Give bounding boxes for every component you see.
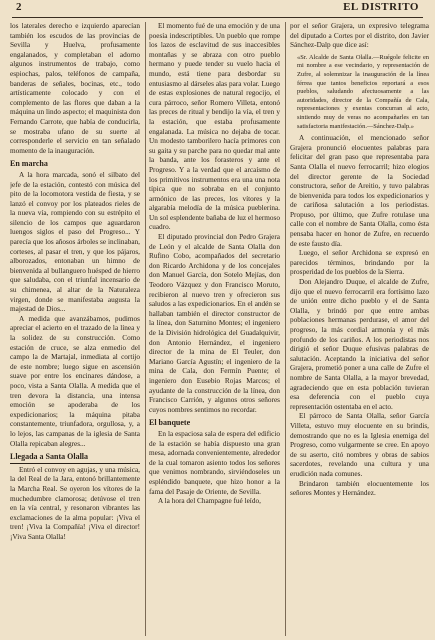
column-divider bbox=[285, 22, 286, 636]
paragraph: A continuación, el mencionado señor Grajera pronunció elocuentes palabras para felicitar del gran paso que representaba para Santa Olalla el nuevo ferrocarril; hizo elogios del director gerente de la Sociedad constructora, señor de Areitio, y tuvo palabras de bienvenida para todos los expedicionarios y de cariñosa salutación a los periodistas. Propuso, por último, que Zufre rotulase una calle con el nombre de Santa Olalla, como ésta pensaba hacer en honor de Zufre, en recuerdo de este fausto día. bbox=[290, 134, 429, 248]
page-header bbox=[12, 0, 423, 18]
column-1 bbox=[10, 22, 140, 636]
paragraph: El diputado provincial don Pedro Grajera de León y el alcalde de Santa Olalla don Rufino Cobo, acompañados del secretario don Ricardo Archidona y de los concejales don Manuel García, don Sotelo Mejías, don Teodoro Vázquez y don Francisco Moruto, recibieron al nuevo tren y ofrecieron sus saludos a las expedicionarios. En el andén se hallaban también el director constructor de la línea, don Saturnino Montes; el ingeniero de la División hidrológica del Guadalquivir, don Antonio Hernández, el ingeniero director de la mina de El Teuler, don Mariano García Agustín; el ingeniero de la mina de Cala, don Fermín Puente; el ingeniero don Eusebio Rojas Marcos; el ayudante de la construcción de la línea, don Francisco Carrión, y algunos otros señores cuyos nombres sentimos no recordar. bbox=[149, 233, 280, 414]
paragraph: A la hora del Champagne fué leído, bbox=[158, 497, 261, 506]
section-heading: En marcha bbox=[10, 159, 48, 169]
column-divider bbox=[145, 22, 146, 636]
paragraph: por el señor Grajera, un expresivo telegrama del diputado a Cortes por el distrito, don Javier Sánchez-Dalp que dice así: bbox=[290, 22, 429, 50]
column-2 bbox=[149, 22, 280, 636]
section-heading: El banquete bbox=[149, 418, 191, 428]
paragraph: El momento fué de una emoción y de una poesía indescriptibles. Un pueblo que rompe los lazos de esclavitud de sus inaccesibles montañas y se abraza con otro pueblo hermano y puede tender su vuelo hacia el mundo, está tiene para desbordar su entusiasmo al dárseles alas para volar. Luego de estas explosiones de natural regocijo, el cura párroco, señor Romero Villeta, entonó las preces de ritual y bendijo la vía, el tren y la estación, que estaba profusamente engalanada. La música no dejaba de tocar. Un modesto tamborilero hacía primores con su gaita y su parche para no quedar mal ante la banda, ante los forasteros y ante el Progreso. Y a la verdad que el arcaísmo de los primitivos instrumentos era una una nota típica que no sobraba en el conjunto armónico de las preces, los vítores y la algarabía melodía de la música pueblerina. Un sol esplendente bañaba de luz el hermoso cuadro. bbox=[149, 22, 280, 232]
paragraph: Brindaron también elocuentemente los señores Montes y Hernández. bbox=[290, 479, 429, 498]
column-3 bbox=[290, 22, 429, 636]
paragraph: A la hora marcada, sonó el silbato del jefe de la estación, contestó con música del pito de la locomotora vestida de fiesta, y se lanzó el convoy por los plateados rieles de la nueva vía, rompiendo con su estrépito el silencio de los campos que aguardaron luengos siglos el paso del Progreso... Y parecía que los añosos árboles se inclinaban, corteses, al pasar el tren, y que los pájaros, alborozados, entonaban un himno de bienvenida al bullanguero huésped de hierro que saludaba, con el triunfal incensario de su chimenea, al altar de la Naturaleza virgen, donde se manifestaba augusta la majestad de Dios... bbox=[10, 170, 140, 314]
article-columns bbox=[10, 22, 429, 636]
paragraph: Entró el convoy en agujas, y una música, la del Real de la Jara, entonó brillantemente la Marcha Real. Se oyeron los vítores de la muchedumbre clamorosa; detúvose el tren en la vía central, y resonaron vibrantes las exclamaciones de la alma popular: ¡Viva el tren! ¡Viva la Compañía! ¡Viva el director! ¡Viva Santa Olalla! bbox=[10, 465, 140, 541]
paragraph: Don Alejandro Duque, el alcalde de Zufre, dijo que el nuevo ferrocarril era fortísimo lazo de unión entre dicho pueblo y el de Santa Olalla, y brindó por que entre ambas poblaciones hermanas perdurase, el amor del progreso, la más cordial armonía y el más profundo de los cariños. A los periodistas nos dirigió el señor Duque efusivas palabras de salutación. Aceptando la iniciativa del señor Grajera, prometió poner a una calle de Zufre el nombre de Santa Olalla, a la mayor brevedad, agradeciendo que en esta población tuvieran esa deferencia con el pueblo cuya representación ostentaba en el acto. bbox=[290, 278, 429, 411]
paragraph: los laterales derecho e izquierdo aparecían también los escudos de las provincias de Sevilla y Huelva, profusamente engalanados, y completaban el adorno algunos instrumentos de trabajo, como espiochas, palos, teléfonos de campaña, banderas de señales, bocinas, etc., todo artísticamente colocado y con el complemento de las flores que daban a la máquina un lindo aspecto; el maquinista don Fernando Carrote, que había de conducirla, se mostraba ufano de su suerte al corresponderle el servicio en tan señalado momento de la inauguración. bbox=[10, 22, 140, 155]
section-heading-text: Llegada a Santa Olalla bbox=[10, 452, 140, 464]
section-heading bbox=[10, 452, 140, 464]
paragraph: Luego, el señor Archidona se expresó en parecidos términos, brindando por la prosperidad de los pueblos de la Sierra. bbox=[290, 249, 429, 277]
paragraph: A medida que avanzábamos, pudimos apreciar el acierto en el trazado de la línea y la solidez de su construcción. Como estación de cruce, se alza enmedio del campo la de Martajal, inmediata al cortijo de este nombre; luego sigue en ascensión suave por entre los encinares dándose, a poco, vista a Santa Olalla. A medida que el tren devora la distancia, una intensa emoción se apoderaba de los expedicionarios; la máquina pitaba constantemente, triunfadora, orgullosa, y, a lo lejos, las campanas de la iglesia de Santa Olalla repicaban alegres... bbox=[10, 314, 140, 448]
telegram-quote: «Sr. Alcalde de Santa Olalla.—Ruégole felicite en mi nombre a ese vecindario, y representación de Zufre, al solemnizar la inauguración de la línea férrea que tantos beneficios reportará a esos pueblos, saludando afectuosamente a las autoridades, director de la Compañía de Cala, representaciones y exentas concurran al acto, sintiendo muy de veras no acompañarles en tan satisfactoria manifestación.—Sánchez-Dalp.» bbox=[297, 53, 429, 130]
paragraph: El párroco de Santa Olalla, señor García Villeta, estuvo muy elocuente en su brindis, demostrando que no es la Iglesia enemiga del Progreso, como vulgarmente se cree. En apoyo de su aserto, citó nombres y obras de sabios sacerdotes, revelando una cultura y una erudición nada comunes. bbox=[290, 412, 429, 478]
page-number: 2 bbox=[16, 1, 22, 13]
paragraph: En la espaciosa sala de espera del edificio de la estación se había dispuesto una gran mesa, adornada convenientemente, alrededor de la cual tomaron asiento todos los señores que venimos nombrando, sirviéndoseles un espléndido banquete, que hizo honor a la fama del Pasaje de Oriente, de Sevilla. bbox=[149, 429, 280, 496]
publication-name: EL DISTRITO bbox=[343, 1, 419, 13]
